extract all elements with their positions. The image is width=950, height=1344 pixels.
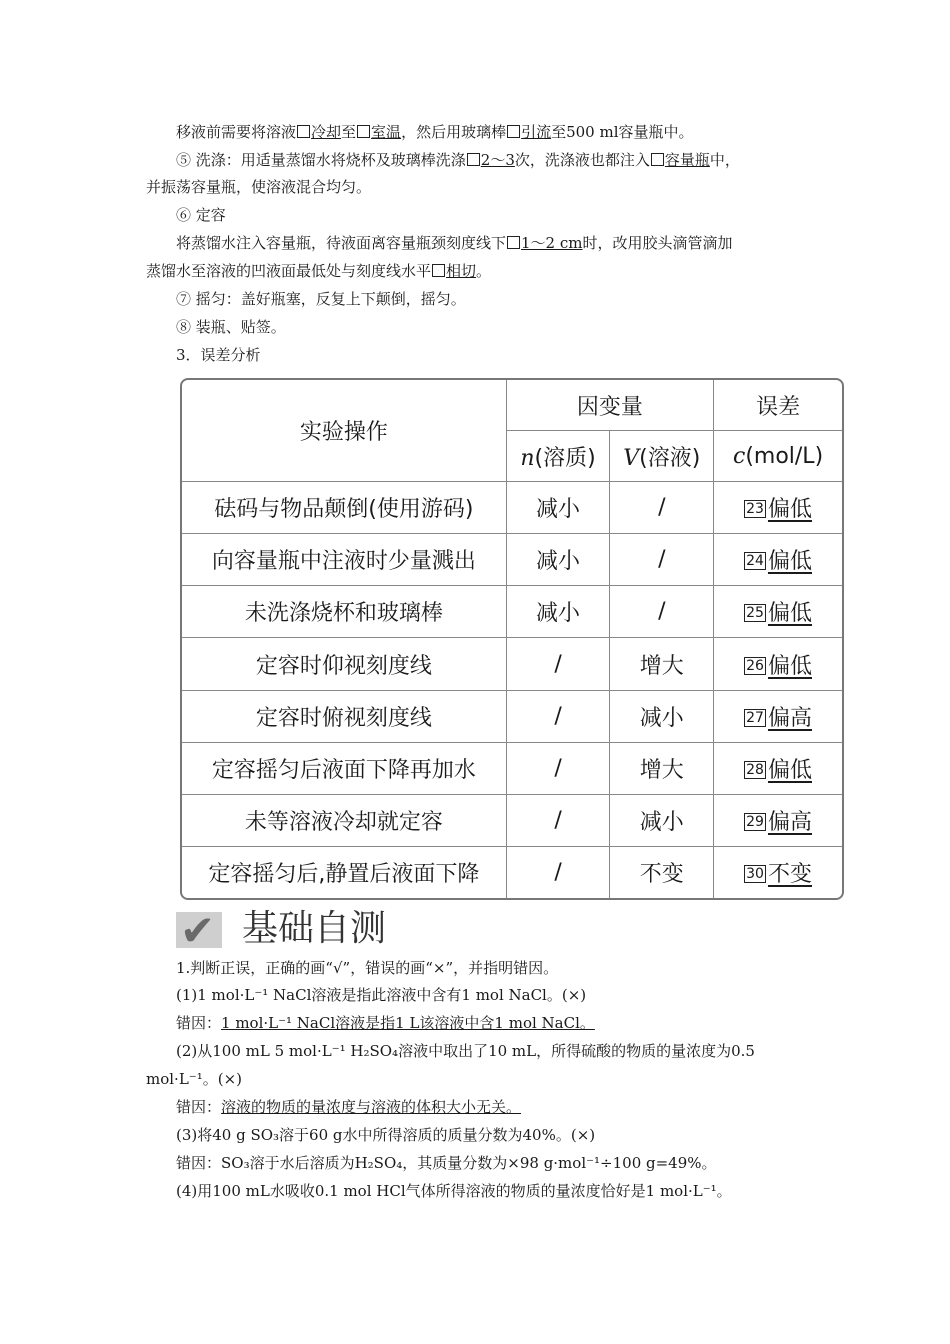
question-2-line1: (2)从100 mL 5 mol·L⁻¹ H₂SO₄溶液中取出了10 mL，所得硫酸的物质的量浓度为0.5 — [176, 1042, 755, 1060]
answer-number: 28 — [746, 761, 764, 778]
cell-n: 减小 — [506, 482, 610, 534]
label: (mol/L) — [745, 443, 824, 469]
header-operation: 实验操作 — [182, 380, 506, 482]
table-row — [182, 847, 842, 898]
reason-label: 错因： — [176, 1014, 222, 1032]
constant-line1 — [176, 233, 733, 253]
banner-title: 基础自测 — [242, 908, 387, 949]
cell-error — [714, 742, 842, 794]
shake-step: ⑦ 摇匀：盖好瓶塞，反复上下颠倒，摇匀。 — [176, 290, 466, 308]
answer-number: 23 — [746, 501, 764, 518]
constant-line2 — [146, 261, 491, 281]
error-value: 偏低 — [767, 497, 812, 523]
error-value: 偏低 — [767, 757, 812, 783]
cell-v: 减小 — [610, 794, 714, 846]
error-analysis-table — [180, 378, 844, 900]
answer-tangent: 相切 — [446, 262, 477, 280]
error-value: 偏低 — [767, 601, 812, 627]
cell-n: 减小 — [506, 534, 610, 586]
question-1: (1)1 mol·L⁻¹ NaCl溶液是指此溶液中含有1 mol NaCl。(×) — [176, 986, 587, 1004]
answer-number: 29 — [746, 814, 764, 831]
text: 将蒸馏水注入容量瓶，待液面离容量瓶颈刻度线下 — [176, 234, 507, 252]
cell-error — [714, 690, 842, 742]
cell-n: / — [506, 794, 610, 846]
question-1-reason — [176, 1013, 595, 1033]
cell-error — [714, 794, 842, 846]
answer-room-temp: 室温 — [371, 123, 402, 141]
table-row — [182, 742, 842, 794]
header-n — [506, 431, 610, 482]
error-value: 偏高 — [767, 705, 812, 731]
cell-operation: 定容时仰视刻度线 — [182, 638, 506, 690]
cell-error — [714, 482, 842, 534]
cell-v: / — [610, 482, 714, 534]
cell-v: 不变 — [610, 847, 714, 898]
cell-operation: 定容摇匀后液面下降再加水 — [182, 742, 506, 794]
answer-box — [507, 236, 520, 249]
text: 至 — [341, 123, 357, 141]
section-heading: 3．误差分析 — [176, 346, 261, 364]
text: 时，改用胶头滴管滴加 — [582, 234, 733, 252]
text: 。 — [476, 262, 492, 280]
error-value: 不变 — [767, 862, 812, 888]
text: 至500 ml容量瓶中。 — [551, 123, 694, 141]
transfer-step — [176, 122, 694, 142]
reason-label: 错因： — [176, 1098, 222, 1116]
table-row — [182, 690, 842, 742]
cell-v: / — [610, 534, 714, 586]
header-c — [714, 431, 842, 482]
symbol-n: n — [520, 445, 535, 471]
check-icon: ✔ — [176, 912, 222, 948]
symbol-c: c — [732, 443, 746, 469]
answer-number: 27 — [746, 709, 764, 726]
cell-operation: 未等溶液冷却就定容 — [182, 794, 506, 846]
error-value: 偏低 — [767, 549, 812, 575]
cell-operation: 向容量瓶中注液时少量溅出 — [182, 534, 506, 586]
table-row — [182, 586, 842, 638]
cell-operation: 未洗涤烧杯和玻璃棒 — [182, 586, 506, 638]
answer-number: 24 — [746, 553, 764, 570]
section-banner — [176, 906, 436, 955]
text: 蒸馏水至溶液的凹液面最低处与刻度线水平 — [146, 262, 432, 280]
question-3: (3)将40 g SO₃溶于60 g水中所得溶质的质量分数为40%。(×) — [176, 1126, 596, 1144]
cell-error — [714, 638, 842, 690]
cell-n: / — [506, 690, 610, 742]
cell-operation: 砝码与物品颠倒(使用游码) — [182, 482, 506, 534]
label: (溶质) — [534, 445, 596, 471]
cell-n: / — [506, 742, 610, 794]
text: ⑤ 洗涤：用适量蒸馏水将烧杯及玻璃棒洗涤 — [176, 151, 466, 169]
error-value: 偏高 — [767, 810, 812, 836]
answer-box — [507, 125, 520, 138]
answer-box — [467, 153, 480, 166]
answer-flask: 容量瓶 — [664, 151, 710, 169]
table-row — [182, 638, 842, 690]
text: ，然后用玻璃棒 — [401, 123, 507, 141]
cell-error — [714, 847, 842, 898]
cell-v: / — [610, 586, 714, 638]
label: (溶液) — [639, 445, 701, 471]
label-step: ⑧ 装瓶、贴签。 — [176, 318, 286, 336]
answer-number: 25 — [746, 605, 764, 622]
cell-v: 增大 — [610, 742, 714, 794]
question-2-line2: mol·L⁻¹。(×) — [146, 1070, 242, 1088]
cell-operation: 定容时俯视刻度线 — [182, 690, 506, 742]
table-row — [182, 482, 842, 534]
header-error: 误差 — [714, 380, 842, 431]
answer-box — [432, 264, 445, 277]
wash-step-line1 — [176, 150, 740, 170]
text: 移液前需要将溶液 — [176, 123, 297, 141]
question-4: (4)用100 mL水吸收0.1 mol HCl气体所得溶液的物质的量浓度恰好是1 mol·L⁻¹。 — [176, 1182, 732, 1200]
cell-n: 减小 — [506, 586, 610, 638]
cell-error — [714, 534, 842, 586]
quiz-intro: 1.判断正误，正确的画“√”，错误的画“×”，并指明错因。 — [176, 959, 559, 977]
cell-n: / — [506, 638, 610, 690]
table-row — [182, 534, 842, 586]
answer-number: 26 — [746, 657, 764, 674]
answer-box — [357, 125, 370, 138]
answer-box — [297, 125, 310, 138]
constant-volume-title: ⑥ 定容 — [176, 206, 226, 224]
reason-text: 1 mol·L⁻¹ NaCl溶液是指1 L该溶液中含1 mol NaCl。 — [221, 1014, 595, 1032]
question-2-reason — [176, 1097, 521, 1117]
answer-distance: 1～2 cm — [521, 234, 583, 252]
text: 中， — [709, 151, 740, 169]
answer-drain: 引流 — [521, 123, 552, 141]
header-v — [610, 431, 714, 482]
answer-number: 30 — [746, 866, 764, 883]
answer-cool: 冷却 — [311, 123, 342, 141]
cell-error — [714, 586, 842, 638]
header-factor: 因变量 — [506, 380, 713, 431]
cell-n: / — [506, 847, 610, 898]
symbol-v: V — [623, 445, 640, 471]
wash-step-line2: 并振荡容量瓶，使溶液混合均匀。 — [146, 178, 372, 196]
error-value: 偏低 — [767, 653, 812, 679]
cell-v: 增大 — [610, 638, 714, 690]
question-3-reason: 错因：SO₃溶于水后溶质为H₂SO₄，其质量分数为×98 g·mol⁻¹÷100 g=49%。 — [176, 1154, 717, 1172]
cell-operation: 定容摇匀后,静置后液面下降 — [182, 847, 506, 898]
answer-times: 2～3 — [480, 151, 515, 169]
text: 次，洗涤液也都注入 — [514, 151, 650, 169]
reason-text: 溶液的物质的量浓度与溶液的体积大小无关。 — [221, 1098, 522, 1116]
cell-v: 减小 — [610, 690, 714, 742]
table-row — [182, 794, 842, 846]
answer-box — [651, 153, 664, 166]
